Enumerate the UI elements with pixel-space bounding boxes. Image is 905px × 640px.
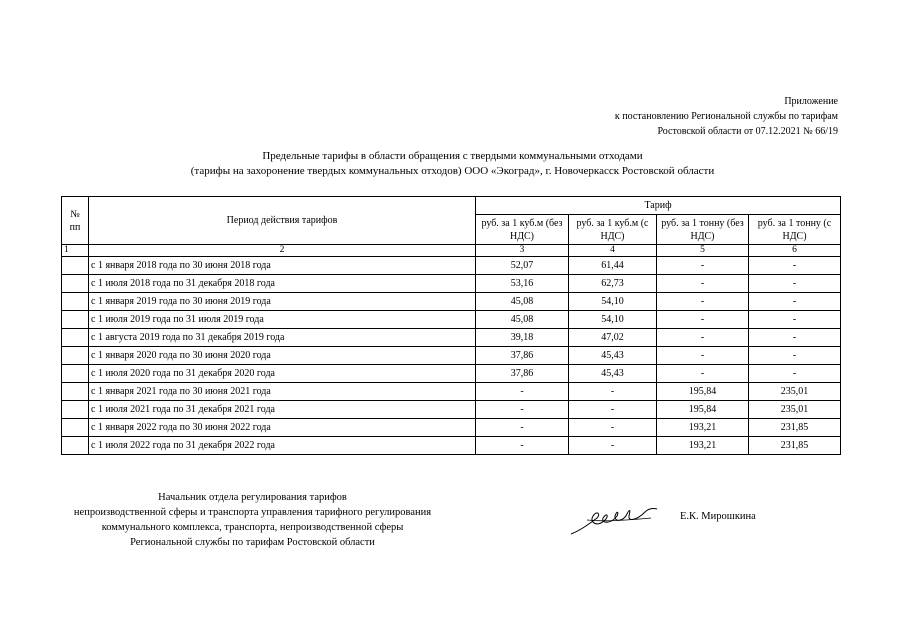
table-row [62, 311, 841, 329]
table-body [62, 257, 841, 455]
row-value-ton-vat: 231,85 [749, 437, 841, 455]
row-value-m3-no-vat: 45,08 [476, 293, 569, 311]
table-row [62, 275, 841, 293]
column-index-row [62, 245, 841, 257]
header-period: Период действия тарифов [89, 197, 476, 245]
row-value-m3-vat: - [569, 401, 657, 419]
row-value-ton-no-vat: - [657, 257, 749, 275]
column-index: 3 [476, 245, 569, 257]
row-value-m3-no-vat: - [476, 437, 569, 455]
row-period: с 1 июля 2018 года по 31 декабря 2018 года [89, 275, 476, 293]
row-period: с 1 июля 2022 года по 31 декабря 2022 года [89, 437, 476, 455]
signatory-name: Е.К. Мирошкина [680, 511, 756, 522]
column-index: 1 [62, 245, 89, 257]
row-number [62, 329, 89, 347]
row-number [62, 257, 89, 275]
row-number [62, 401, 89, 419]
title-line-1: Предельные тарифы в области обращения с твердыми коммунальными отходами [262, 150, 643, 162]
row-value-m3-vat: - [569, 419, 657, 437]
table-row [62, 419, 841, 437]
row-number [62, 383, 89, 401]
subheader-cell: руб. за 1 тонну (с НДС) [749, 215, 841, 245]
row-period: с 1 января 2019 года по 30 июня 2019 года [89, 293, 476, 311]
header-tariff: Тариф [476, 197, 841, 215]
row-value-ton-vat: - [749, 365, 841, 383]
row-value-m3-no-vat: 52,07 [476, 257, 569, 275]
table-row [62, 293, 841, 311]
row-value-m3-vat: - [569, 383, 657, 401]
row-value-ton-vat: - [749, 329, 841, 347]
row-period: с 1 января 2022 года по 30 июня 2022 года [89, 419, 476, 437]
signatory-title [0, 490, 505, 550]
row-value-ton-no-vat: - [657, 293, 749, 311]
row-value-m3-no-vat: 39,18 [476, 329, 569, 347]
row-value-m3-no-vat: 45,08 [476, 311, 569, 329]
row-number [62, 293, 89, 311]
header-row [62, 197, 841, 215]
row-value-ton-vat: - [749, 275, 841, 293]
row-period: с 1 августа 2019 года по 31 декабря 2019 года [89, 329, 476, 347]
appendix-line-2: к постановлению Региональной службы по тарифам [614, 111, 838, 122]
table-row [62, 329, 841, 347]
signatory-line-3: коммунального комплекса, транспорта, непроизводственной сферы [101, 522, 404, 533]
row-value-ton-vat: 231,85 [749, 419, 841, 437]
row-value-m3-vat: 45,43 [569, 365, 657, 383]
appendix-line-1: Приложение [784, 96, 838, 107]
row-value-m3-vat: 47,02 [569, 329, 657, 347]
row-period: с 1 июля 2020 года по 31 декабря 2020 года [89, 365, 476, 383]
row-period: с 1 июля 2019 года по 31 июля 2019 года [89, 311, 476, 329]
row-period: с 1 июля 2021 года по 31 декабря 2021 года [89, 401, 476, 419]
row-value-m3-no-vat: - [476, 401, 569, 419]
row-value-ton-vat: - [749, 293, 841, 311]
column-index: 2 [89, 245, 476, 257]
signatory-line-4: Региональной службы по тарифам Ростовской области [130, 537, 375, 548]
row-value-m3-vat: 62,73 [569, 275, 657, 293]
appendix-line-3: Ростовской области от 07.12.2021 № 66/19 [657, 126, 838, 137]
row-value-m3-vat: - [569, 437, 657, 455]
row-number [62, 419, 89, 437]
column-index: 6 [749, 245, 841, 257]
row-value-ton-no-vat: - [657, 347, 749, 365]
row-value-ton-no-vat: - [657, 311, 749, 329]
row-value-m3-vat: 54,10 [569, 311, 657, 329]
header-no: № пп [62, 197, 89, 245]
handwritten-signature [567, 500, 662, 540]
row-number [62, 311, 89, 329]
row-value-ton-no-vat: 193,21 [657, 437, 749, 455]
row-number [62, 275, 89, 293]
row-number [62, 365, 89, 383]
row-number [62, 347, 89, 365]
column-index: 5 [657, 245, 749, 257]
row-period: с 1 января 2021 года по 30 июня 2021 года [89, 383, 476, 401]
row-value-m3-no-vat: - [476, 383, 569, 401]
table-row [62, 257, 841, 275]
row-value-ton-vat: 235,01 [749, 401, 841, 419]
subheader-cell: руб. за 1 тонну (без НДС) [657, 215, 749, 245]
subheader-cell: руб. за 1 куб.м (с НДС) [569, 215, 657, 245]
table-row [62, 401, 841, 419]
row-value-m3-no-vat: 53,16 [476, 275, 569, 293]
row-value-ton-no-vat: 193,21 [657, 419, 749, 437]
row-value-ton-vat: - [749, 311, 841, 329]
row-value-ton-no-vat: - [657, 365, 749, 383]
table-row [62, 347, 841, 365]
row-value-ton-vat: - [749, 347, 841, 365]
row-number [62, 437, 89, 455]
table-row [62, 383, 841, 401]
subheader-cell: руб. за 1 куб.м (без НДС) [476, 215, 569, 245]
row-value-m3-vat: 54,10 [569, 293, 657, 311]
document-title [0, 149, 905, 179]
row-value-m3-vat: 45,43 [569, 347, 657, 365]
title-line-2: (тарифы на захоронение твердых коммунальных отходов) ООО «Экоград», г. Новочеркасск Ростовской области [190, 165, 715, 177]
signatory-line-1: Начальник отдела регулирования тарифов [158, 492, 347, 503]
row-period: с 1 января 2018 года по 30 июня 2018 года [89, 257, 476, 275]
row-value-m3-no-vat: - [476, 419, 569, 437]
column-index: 4 [569, 245, 657, 257]
row-value-ton-no-vat: - [657, 329, 749, 347]
row-value-m3-no-vat: 37,86 [476, 365, 569, 383]
row-value-ton-vat: - [749, 257, 841, 275]
row-value-m3-no-vat: 37,86 [476, 347, 569, 365]
appendix-header [615, 94, 838, 139]
row-value-ton-no-vat: - [657, 275, 749, 293]
row-value-ton-vat: 235,01 [749, 383, 841, 401]
row-value-m3-vat: 61,44 [569, 257, 657, 275]
table-row [62, 437, 841, 455]
row-value-ton-no-vat: 195,84 [657, 401, 749, 419]
tariff-table [61, 196, 841, 455]
row-period: с 1 января 2020 года по 30 июня 2020 года [89, 347, 476, 365]
signatory-line-2: непроизводственной сферы и транспорта управления тарифного регулирования [73, 507, 432, 518]
table-row [62, 365, 841, 383]
row-value-ton-no-vat: 195,84 [657, 383, 749, 401]
